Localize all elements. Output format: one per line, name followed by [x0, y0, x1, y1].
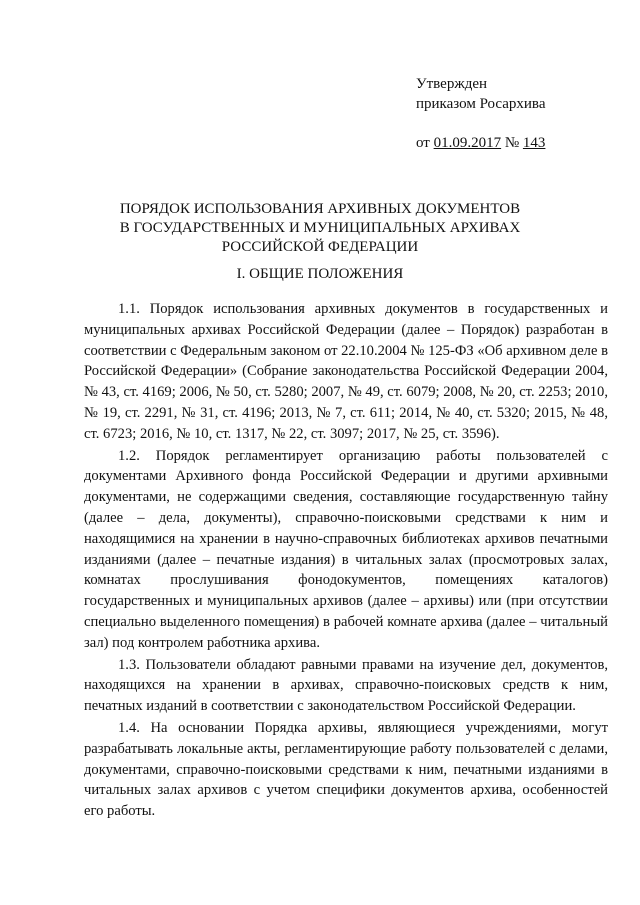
- approval-date-prefix: от: [416, 135, 434, 151]
- paragraph-1-2: 1.2. Порядок регламентирует организацию работы пользователей с документами Архивного фонда Российской Федерации и другими архивными документами, не содержащими сведения, составляющие государственную тайну (далее – дела, документы), справочно-поисковыми средствами к ним и находящимися на хранении в научно-справочных библиотеках архивов печатными изданиями (далее – печатные издания) в читальных залах (просмотровых залах, комнатах прослушивания фонодокументов, помещениях каталогов) государственных и муниципальных архивов (далее – архивы) или (при отсутствии специально выделенного помещения) в рабочей комнате архива (далее – читальный зал) под контролем работника архива.: [84, 447, 608, 651]
- paragraph-1-1: 1.1. Порядок использования архивных документов в государственных и муниципальных архивах Российской Федерации (далее – Порядок) разработан в соответствии с Федеральным законом от 22.10.2004 № 125-ФЗ «Об архивном деле в Российской Федерации» (Собрание законодательства Российской Федерации 2004, № 43, ст. 4169; 2006, № 50, ст. 5280; 2007, № 49, ст. 6079; 2008, № 20, ст. 2253; 2010, № 19, ст. 2291, № 31, ст. 4196; 2013, № 7, ст. 611; 2014, № 40, ст. 5320; 2015, № 48, ст. 6723; 2016, № 10, ст. 1317, № 22, ст. 3097; 2017, № 25, ст. 3596).: [84, 301, 608, 442]
- paragraph-1-3: 1.3. Пользователи обладают равными правами на изучение дел, документов, находящихся на хранении в архивах, справочно-поисковых средств к ним, печатных изданий в соответствии с законодательством Российской Федерации.: [84, 656, 608, 715]
- approval-date-line: [416, 133, 545, 153]
- document-body: [84, 299, 608, 822]
- approval-label: Утвержден: [416, 76, 488, 92]
- title-line-1: ПОРЯДОК ИСПОЛЬЗОВАНИЯ АРХИВНЫХ ДОКУМЕНТОВ: [119, 201, 521, 217]
- title-line-3: РОССИЙСКОЙ ФЕДЕРАЦИИ: [221, 239, 419, 255]
- approval-date: 01.09.2017: [433, 135, 502, 151]
- paragraph-1-4: 1.4. На основании Порядка архивы, являющиеся учреждениями, могут разрабатывать локальные акты, регламентирующие работу пользователей с делами, документами, справочно-поисковыми средствами к ним, печатными изданиями в читальных залах архивов с учетом специфики документов архива, особенностей его работы.: [84, 719, 608, 820]
- document-title: [100, 200, 540, 257]
- section-heading: I. ОБЩИЕ ПОЛОЖЕНИЯ: [236, 266, 404, 282]
- approval-number-prefix: №: [501, 135, 523, 151]
- approval-number: 143: [522, 135, 546, 151]
- approval-order-label: приказом Росархива: [416, 96, 546, 112]
- approval-stamp: [416, 74, 545, 153]
- title-line-2: В ГОСУДАРСТВЕННЫХ И МУНИЦИПАЛЬНЫХ АРХИВАХ: [119, 220, 521, 236]
